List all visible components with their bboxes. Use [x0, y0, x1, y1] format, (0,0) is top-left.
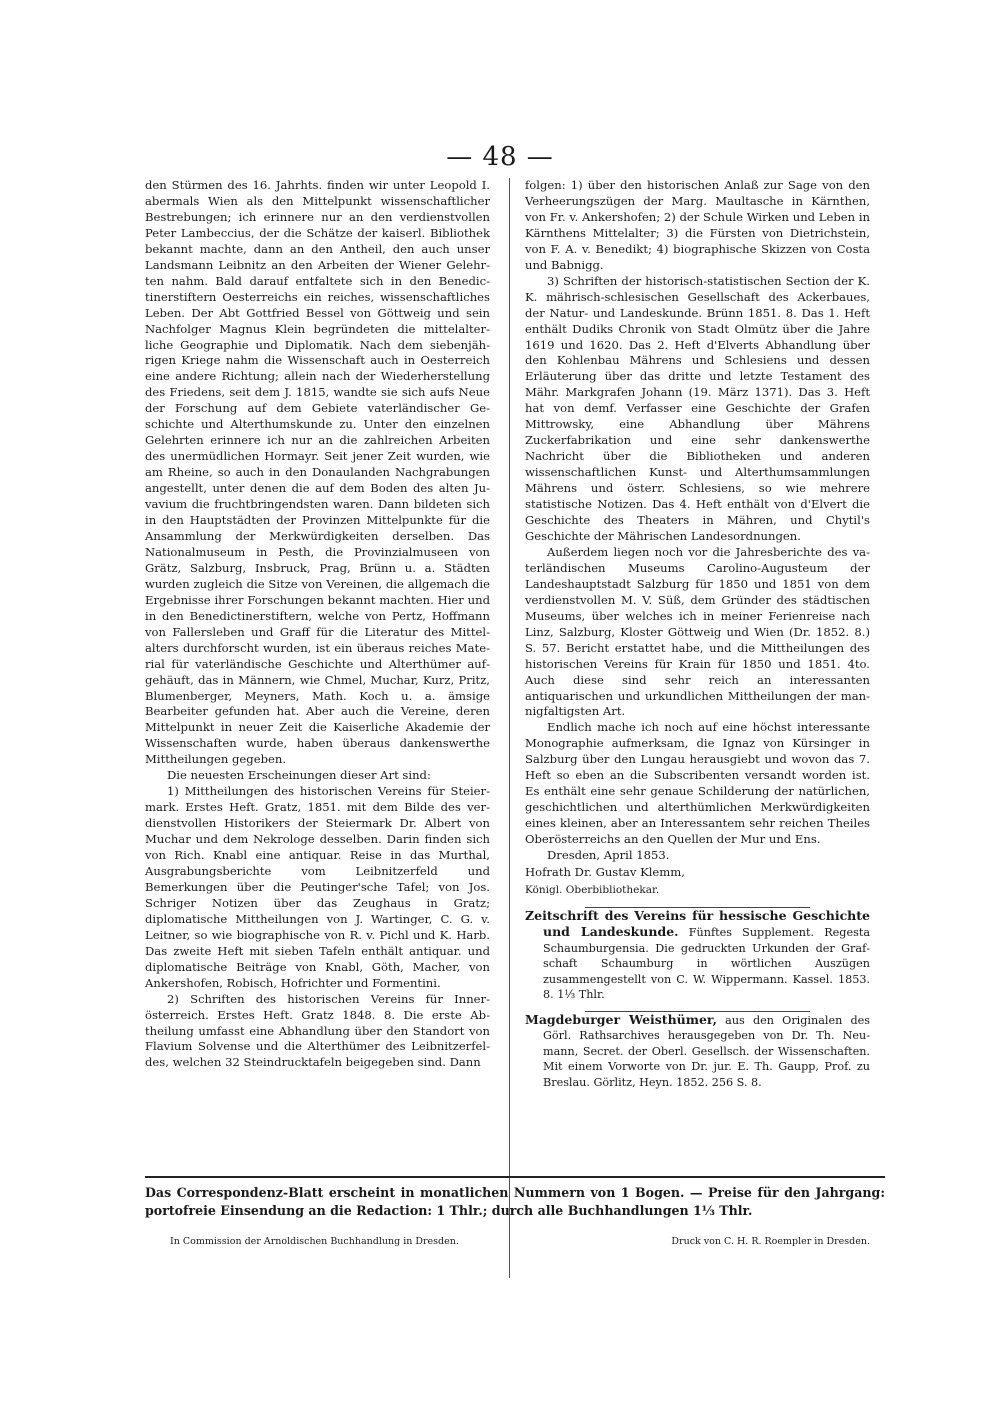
dateline: Dresden, April 1853.	[547, 848, 670, 863]
publisher-note: In Commission der Arnoldischen Buchhandlung in Dresden.	[170, 1236, 459, 1247]
signature	[525, 864, 870, 899]
paragraph: 2) Schriften des historischen Vereins für Innerösterreich. Erstes Heft. Gratz 1848. 8. Die erste Abtheilung umfasst eine Abhandlung über den Standort von Flavium Solvense und die Alterthümer des Leibnitzerfeldes, welchen 32 Steindrucktafeln beigegeben sind. Dann	[145, 991, 490, 1070]
subscription-notice: Das Correspondenz-Blatt erscheint in monatlichen Nummern von 1 Bogen. — Preise für den Jahrgang: portofreie Einsendung an die Redaction: 1 Thlr.; durch alle Buchhandlungen 1⅓ Thlr.	[145, 1185, 885, 1218]
entry-title: Magdeburger Weisthümer,	[525, 1011, 717, 1027]
right-column	[525, 178, 870, 1090]
paragraph: Endlich mache ich noch auf eine höchst interessante Monographie aufmerksam, die Ignaz von Kürsinger in Salzburg über den Lungau herausgiebt und wovon das 7. Heft so eben an die Subscribenten versandt worden ist. Es enthält eine sehr genaue Schilderung der natürlichen, geschichtlichen und alterthümlichen Merkwürdigkeiten eines kleinen, aber an Interessantem sehr reichen Theiles Oberösterreichs an den Quellen der Mur und Ens.	[525, 720, 870, 847]
printer-note: Druck von C. H. R. Roempler in Dresden.	[671, 1236, 870, 1247]
footer-rule	[145, 1176, 885, 1178]
column-divider	[509, 178, 510, 1278]
paragraph: den Stürmen des 16. Jahrhts. finden wir unter Leopold I. abermals Wien als den Mittelpunkt wissenschaftlicher Bestrebungen; ich erinnere nur an den verdienstvollen Peter Lambeccius, der die Schätze der kaiserl. Bibliothek bekannt machte, dann an den Antheil, den auch unser Landsmann Leibnitz an den Arbeiten der Wiener Gelehrten nahm. Bald darauf entfaltete sich in den Benedictinerstiftern Oesterreichs ein reiches, wissenschaftliches Leben. Der Abt Gottfried Bessel von Göttweig und sein Nachfolger Magnus Klein begründeten die mittelalterliche Geographie und Diplomatik. Nach dem siebenjährigen Kriege nahm die Wissenschaft auch in Oesterreich eine andere Richtung; allein nach der Wiederherstellung des Friedens, seit dem J. 1815, wandte sie sich aufs Neue der Forschung auf dem Gebiete vaterländischer Geschichte und Alterthumskunde zu. Unter den einzelnen Gelehrten erinnere ich nur an die zahlreichen Arbeiten des unermüdlichen Hormayr. Seit jener Zeit wurden, wie am Rheine, so auch in den Donaulanden Nachgrabungen angestellt, unter denen die auf dem Boden des alten Juvavium die fruchtbringendsten waren. Dann bildeten sich in den Hauptstädten der Provinzen Mittelpunkte für die Ansammlung der Merkwürdigkeiten derselben. Das Nationalmuseum in Pesth, die Provinzialmuseen von Grätz, Salzburg, Insbruck, Prag, Brünn u. a. Städten wurden zugleich die Sitze von Vereinen, die allgemach die Ergebnisse ihrer Forschungen bekannt machten. Hier und in den Benedictinerstiftern, welche von Pertz, Hoffmann von Fallersleben und Graff für die Literatur des Mittelalters durchforscht wurden, ist ein überaus reiches Material für vaterländische Geschichte und Alterthümer aufgehäuft, das in Männern, wie Chmel, Muchar, Kurz, Pritz, Blumenberger, Meyners, Math. Koch u. a. ämsige Bearbeiter gefunden hat. Aber auch die Vereine, deren Mittelpunkt in neuer Zeit die Kaiserliche Akademie der Wissenschaften wurde, haben überaus dankenswerthe Mittheilungen gegeben.	[145, 178, 490, 767]
page-number: — 48 —	[446, 142, 554, 172]
entry-title: Zeitschrift des Vereins für hessische Geschichte und Landeskunde.	[525, 907, 870, 940]
paragraph: 1) Mittheilungen des historischen Vereins für Steiermark. Erstes Heft. Gratz, 1851. mit dem Bilde des verdienstvollen Historikers der Steiermark Dr. Albert von Muchar und dem Nekrologe desselben. Darin finden sich von Rich. Knabl eine antiquar. Reise in das Murthal, Ausgrabungsberichte vom Leibnitzerfeld und Bemerkungen über die Peutinger'sche Tafel; von Jos. Schriger Notizen über das Zeughaus in Gratz; diplomatische Mittheilungen von J. Wartinger, C. G. v. Leitner, so wie biographische von R. v. Pichl und K. Harb. Das zweite Heft mit sieben Tafeln enthält antiquar. und diplomatische Beiträge von Knabl, Göth, Macher, von Ankershofen, Robisch, Hofrichter und Formentini.	[145, 784, 490, 990]
paragraph: Die neuesten Erscheinungen dieser Art sind:	[167, 768, 431, 783]
entry-body: Fünftes Supplement. Regesta Schaumburgensia. Die gedruckten Urkunden der Grafschaft Schaumburg in wörtlichen Auszügen zusammengestellt von C. W. Wippermann. Kassel. 1853. 8. 1⅓ Thlr.	[543, 926, 870, 1002]
entry-body: aus den Originalen des Görl. Rathsarchives herausgegeben von Dr. Th. Neumann, Secret. der Oberl. Gesellsch. der Wissenschaften. Mit einem Vorworte von Dr. jur. E. Th. Gaupp, Prof. zu Breslau. Görlitz, Heyn. 1852. 256 S. 8.	[543, 1013, 870, 1089]
bibliography-entry	[525, 1012, 870, 1091]
signature-title: Königl. Oberbibliothekar.	[525, 883, 660, 896]
paragraph: Außerdem liegen noch vor die Jahresberichte des vaterländischen Museums Carolino-Augusteum der Landeshauptstadt Salzburg für 1850 und 1851 von dem verdienstvollen M. V. Süß, dem Gründer des städtischen Museums, über welches ich in meiner Ferienreise nach Linz, Salzburg, Kloster Göttweig und Wien (Dr. 1852. 8.) S. 57. Bericht erstattet habe, und die Mittheilungen des historischen Vereins für Krain für 1850 und 1851. 4to. Auch diese sind sehr reich an interessanten antiquarischen und urkundlichen Mittheilungen der mannigfaltigsten Art.	[525, 544, 870, 719]
paragraph: folgen: 1) über den historischen Anlaß zur Sage von den Verheerungszügen der Marg. Maultasche in Kärnthen, von Fr. v. Ankershofen; 2) der Schule Wirken und Leben in Kärnthens Mittelalter; 3) die Fürsten von Dietrichstein, von F. A. v. Benedikt; 4) biographische Skizzen von Costa und Babnigg.	[525, 178, 870, 272]
paragraph: 3) Schriften der historisch-statistischen Section der K. K. mährisch-schlesischen Gesellschaft des Ackerbaues, der Natur- und Landeskunde. Brünn 1851. 8. Das 1. Heft enthält Dudiks Chronik von Stadt Olmütz über die Jahre 1619 und 1620. Das 2. Heft d'Elverts Abhandlung über den Kohlenbau Mährens und Schlesiens und dessen Erläuterung über das dritte und letzte Testament des Mähr. Markgrafen Johann (19. März 1371). Das 3. Heft hat von demf. Verfasser eine Geschichte der Grafen Mittrowsky, eine Abhandlung über Mährens Zuckerfabrikation und eine sehr dankenswerthe Nachricht über die Bibliotheken und anderen wissenschaftlichen Kunst- und Alterthumsammlungen Mährens und österr. Schlesiens, so wie mehrere statistische Notizen. Das 4. Heft enthält von d'Elvert die Geschichte des Theaters in Mähren, und Chytil's Geschichte der Mährischen Landesordnungen.	[525, 273, 870, 543]
signature-name: Hofrath Dr. Gustav Klemm,	[525, 864, 685, 879]
left-column	[145, 178, 490, 1071]
imprint-line	[170, 1236, 870, 1247]
bibliography-entry	[525, 908, 870, 1003]
